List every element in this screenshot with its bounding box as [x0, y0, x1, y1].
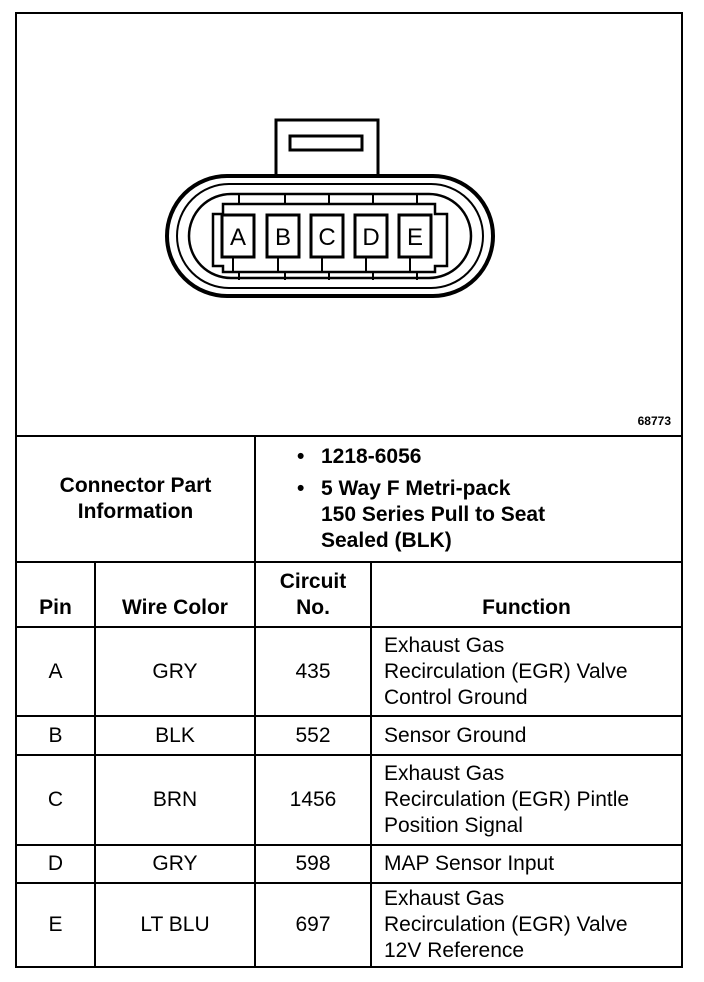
row-a-pin: A: [48, 659, 63, 683]
pin-cavity-a: [222, 215, 254, 257]
pin-cavity-c: [311, 215, 343, 257]
row-c-wire-color: BRN: [152, 788, 198, 811]
connector-description: 5 Way F Metri-pack 150 Series Pull to Seat Sealed (BLK): [321, 477, 546, 552]
row-c-pin: C: [47, 788, 64, 811]
row-e-circuit: 697: [295, 913, 331, 936]
svg-text:A: A: [229, 224, 247, 251]
pin-cavity-b: [267, 215, 299, 257]
row-d-wire-color: GRY: [152, 852, 198, 875]
connector-drawing: [17, 14, 681, 436]
row-a-circuit: 435: [295, 659, 331, 683]
pin-cavity-d: [355, 215, 387, 257]
svg-text:B: B: [274, 224, 292, 251]
part-info-bullet: [297, 476, 687, 554]
svg-text:C: C: [318, 224, 336, 251]
header-pin: Pin: [39, 596, 72, 619]
row-e-function: Exhaust Gas Recirculation (EGR) Valve 12V Reference: [384, 887, 628, 962]
figure-number: 68773: [637, 414, 671, 428]
bullet-icon: •: [297, 445, 305, 468]
part-info-label: Connector Part Information: [59, 474, 212, 523]
pin-cavity-e: [399, 215, 431, 257]
row-b-wire-color: BLK: [155, 723, 195, 747]
row-d-pin: D: [47, 852, 64, 875]
row-a-function: Exhaust Gas Recirculation (EGR) Valve Control Ground: [384, 633, 628, 709]
part-info-bullet: [297, 444, 687, 470]
row-c-function: Exhaust Gas Recirculation (EGR) Pintle Position Signal: [384, 762, 630, 837]
part-number: 1218-6056: [321, 445, 422, 468]
svg-text:E: E: [406, 224, 424, 251]
diagram-frame: [15, 12, 683, 968]
header-function: Function: [482, 596, 571, 619]
row-b-pin: B: [48, 723, 63, 747]
row-b-circuit: 552: [295, 723, 331, 747]
svg-text:D: D: [362, 224, 380, 251]
row-d-circuit: 598: [295, 852, 331, 875]
part-info-bullets: [297, 444, 687, 560]
row-e-pin: E: [48, 913, 63, 936]
connector-diagram: [17, 14, 681, 436]
row-d-function: MAP Sensor Input: [384, 852, 555, 875]
row-b-function: Sensor Ground: [384, 723, 527, 747]
row-a-wire-color: GRY: [152, 659, 198, 683]
header-circuit-no: Circuit No.: [279, 569, 347, 619]
row-e-wire-color: LT BLU: [140, 913, 210, 936]
bullet-icon: •: [297, 477, 305, 500]
row-c-circuit: 1456: [289, 788, 337, 811]
header-wire-color: Wire Color: [122, 596, 228, 619]
